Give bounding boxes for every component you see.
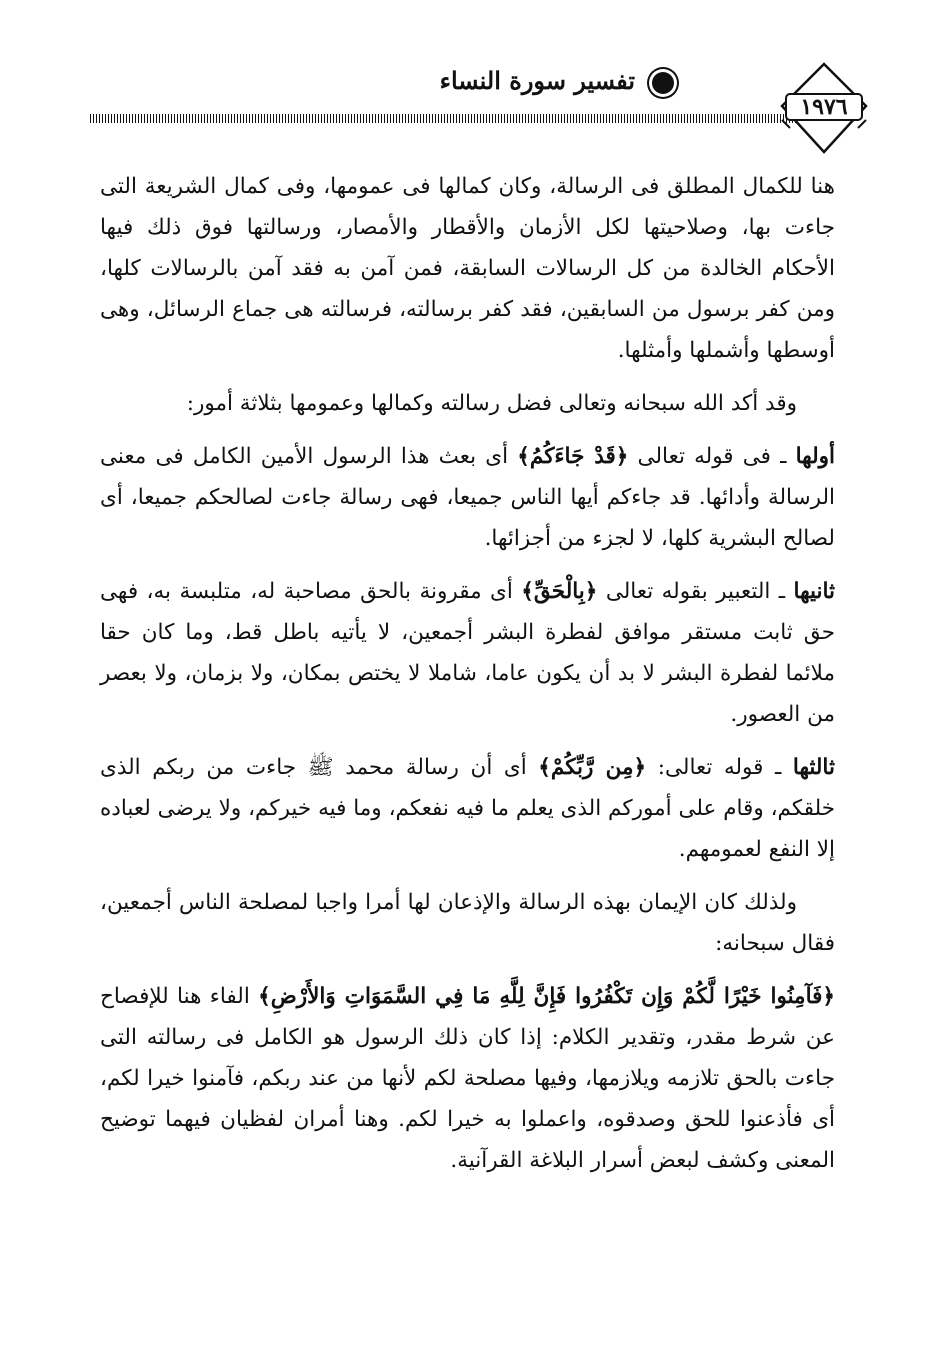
paragraph-1: هنا للكمال المطلق فى الرسالة، وكان كمالها فى عمومها، وفى كمال الشريعة التى جاءت بها، وصلاحيتها لكل الأزمان والأقطار والأمصار، ورسالتها فوق ذلك فيها الأحكام الخالدة من كل الرسالات السابقة، فمن آمن به فقد آمن بالرسالات كلها، ومن كفر برسول من السابقين، فقد كفر برسالته، فرسالته هى جماع الرسائل، وهى أوسطها وأشملها وأمثلها. (100, 174, 835, 363)
paragraph-2: وقد أكد الله سبحانه وتعالى فضل رسالته وكمالها وعمومها بثلاثة أمور: (186, 391, 797, 416)
point-lead-1: أولها (795, 444, 835, 469)
paragraph-5 (100, 747, 835, 870)
paragraph-3 (100, 436, 835, 559)
point-lead-2: ثانيها (793, 579, 835, 604)
title-ornament-icon (652, 72, 674, 94)
quran-quote-1: ﴿قَدْ جَاءَكُمُ﴾ (517, 444, 629, 469)
body-text (100, 166, 835, 1193)
page-number-badge (778, 60, 870, 156)
paragraph-3-text-a: ـ فى قوله تعالى (628, 444, 796, 469)
paragraph-4 (100, 571, 835, 735)
paragraph-5-text-a: ـ قوله تعالى: (646, 755, 793, 780)
quran-quote-4: ﴿فَآمِنُوا خَيْرًا لَّكُمْ وَإِن تَكْفُرُوا فَإِنَّ لِلَّهِ مَا فِي السَّمَوَاتِ وَالأَرْضِ﴾ (258, 984, 836, 1009)
header-rule (90, 114, 838, 123)
paragraph-3-text-b: أى بعث هذا الرسول الأمين الكامل فى معنى الرسالة وأدائها. قد جاءكم أيها الناس جميعا، فهى رسالة جاءت لصالحكم جميعا، أى لصالح البشرية كلها، لا لجزء من أجزائها. (100, 444, 835, 551)
paragraph-7 (100, 976, 835, 1181)
quran-quote-2: ﴿بِالْحَقِّ﴾ (521, 579, 598, 604)
quran-quote-3: ﴿مِن رَّبِّكُمْ﴾ (538, 755, 647, 780)
paragraph-6: ولذلك كان الإيمان بهذه الرسالة والإذعان لها أمرا واجبا لمصلحة الناس أجمعين، فقال سبحانه: (100, 890, 835, 956)
page-number: ١٩٧٦ (800, 94, 848, 120)
paragraph-7-text-b: الفاء هنا للإفصاح عن شرط مقدر، وتقدير الكلام: إذا كان ذلك الرسول هو الكامل فى رسالته التى جاءت بالحق تلازمه ويلازمها، وفيها مصلحة لكم لأنها من عند ربكم، فآمنوا خيرا لكم، أى فأذعنوا للحق وصدقوه، واعملوا به خيرا لكم. وهنا أمران لفظيان فيهما توضيح المعنى وكشف لبعض أسرار البلاغة القرآنية. (100, 984, 835, 1173)
page-header (90, 60, 870, 160)
paragraph-4-text-b: أى مقرونة بالحق مصاحبة له، متلبسة به، فهى حق ثابت مستقر موافق لفطرة البشر أجمعين، لا يأتيه باطل قط، وما كان حقا ملائما لفطرة البشر لا بد أن يكون عاما، شاملا لا يختص بمكان، ولا بزمان، ولا بعصر من العصور. (100, 579, 835, 727)
running-title: تفسير سورة النساء (439, 66, 635, 95)
paragraph-5-text-b: أى أن رسالة محمد ﷺ جاءت من ربكم الذى خلقكم، وقام على أموركم الذى يعلم ما فيه نفعكم، وما فيه خيركم، ولا يرضى لعباده إلا النفع لعمومهم. (100, 755, 835, 862)
paragraph-4-text-a: ـ التعبير بقوله تعالى (597, 579, 794, 604)
point-lead-3: ثالثها (792, 755, 835, 780)
